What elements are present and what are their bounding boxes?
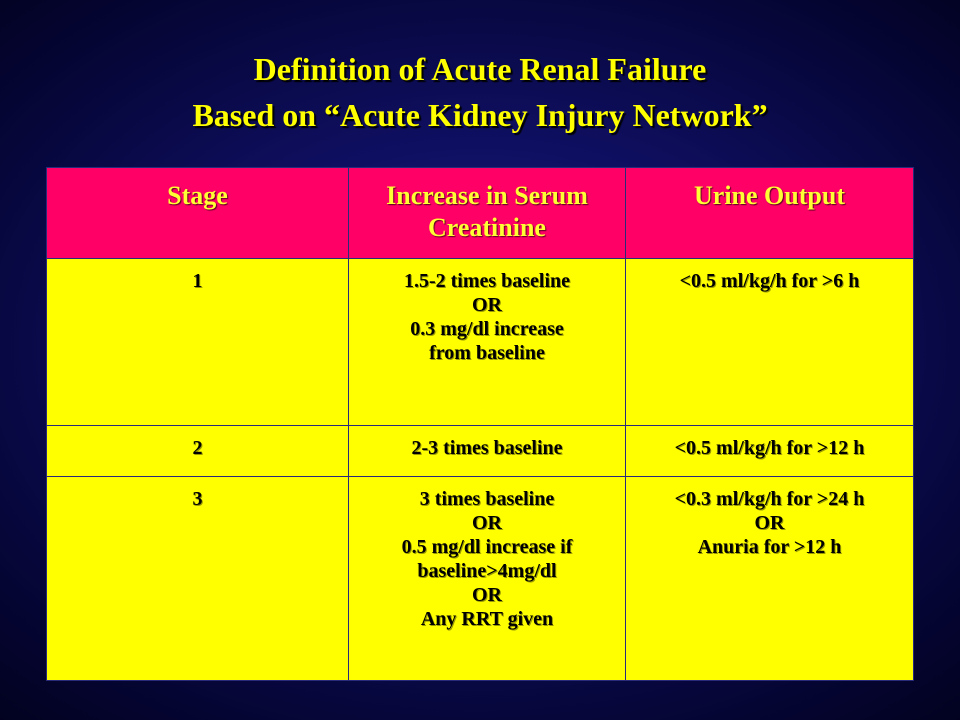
slide-title-line-2: Based on “Acute Kidney Injury Network” bbox=[192, 97, 768, 133]
header-urine-output: Urine Output bbox=[626, 168, 914, 259]
cell-creatinine: 1.5-2 times baseline OR 0.3 mg/dl increase from baseline bbox=[349, 259, 626, 426]
header-stage: Stage bbox=[47, 168, 349, 259]
slide-title bbox=[0, 46, 960, 138]
cell-urine-output: <0.5 ml/kg/h for >6 h bbox=[626, 259, 914, 426]
header-serum-creatinine: Increase in Serum Creatinine bbox=[349, 168, 626, 259]
table-row-stage-2 bbox=[47, 426, 914, 477]
cell-creatinine: 2-3 times baseline bbox=[349, 426, 626, 477]
aki-staging-table bbox=[46, 167, 914, 681]
table-row-stage-3 bbox=[47, 477, 914, 681]
cell-urine-output: <0.5 ml/kg/h for >12 h bbox=[626, 426, 914, 477]
cell-creatinine: 3 times baseline OR 0.5 mg/dl increase if baseline>4mg/dl OR Any RRT given bbox=[349, 477, 626, 681]
table-header-row bbox=[47, 168, 914, 259]
cell-stage: 2 bbox=[47, 426, 349, 477]
table-row-stage-1 bbox=[47, 259, 914, 426]
slide-title-line-1: Definition of Acute Renal Failure bbox=[253, 51, 707, 87]
cell-urine-output: <0.3 ml/kg/h for >24 h OR Anuria for >12 h bbox=[626, 477, 914, 681]
cell-stage: 3 bbox=[47, 477, 349, 681]
cell-stage: 1 bbox=[47, 259, 349, 426]
